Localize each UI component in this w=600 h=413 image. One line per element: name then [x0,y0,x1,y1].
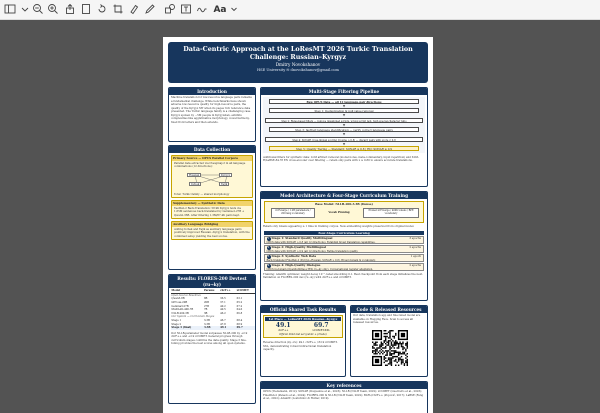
node-tajik: Tajik [221,182,228,186]
pipeline-note: Additional filters for synthetic data: LLM artifact removal (model notes, meta-commentary, input repetition) and XLM-R/LaBSE-84.78 EN cross-encoder over filtering — retain only pairs with λ ≥ 0.80 to ensure accurate translations. [263,155,419,163]
curriculum-stage-4 [264,263,424,271]
results-cell: Stage 1 [171,319,182,323]
results-section-label: Our System — Curriculum Stages [171,315,215,319]
results-cell: 37.1 [220,301,226,305]
code-heading: Code & Released Resources [351,306,427,313]
rotate-icon[interactable] [96,3,108,17]
results-row [171,326,255,330]
col-chrf: chrF++ [220,289,236,293]
col-model: Model [171,289,204,293]
poster-affiliation: HSE University ✉ dnovokshanov@gmail.com [257,68,339,72]
synthetic-data-box [171,200,253,220]
poster-title: Data-Centric Approach at the LoResMT 2026 Turkic Translation Challenge: Russian–Kyrgyz [183,45,413,61]
results-table [171,289,255,330]
introduction-text: Machine translation for low-resource language pairs remains a fundamental challenge. While benchmarks have shown adverse low-resource quality for high-resource pairs, the quality of the Kyrgyz MT when its pages rich reference data presented. The Turkic language family is a challenging case. Kyrgyz spoken by ~5M people in Kyrgyzstan, exhibits complexities like agglutinative morphology, vowel harmony, fixed front letters and then extends. [171,96,252,124]
results-cell: 46.7 [220,319,226,323]
stage-epochs: 2 epochs [409,264,421,267]
arrow-down-icon: ▼ [342,132,346,137]
introduction-heading: Introduction [169,88,255,95]
synthetic-data-text: TaeWeb-2 Back-Translation: 58.9K Kyrgyz texts via 1.65M sentences back-translated by Gemma-2-27B + Qwen2-35B. After filtering 1.3M/67.4K pairs kept. [174,206,245,217]
stage-description: OPUS in-domain (OpenSubtitles+TED, ru→ky only). Conversational register adaptation. [266,268,374,271]
first-place-box [263,315,343,338]
results-cell: 49.1 [220,326,236,330]
stage-description: OPUS data with SONAR ≥ 0.9 (all 12 directions). Refine translation quality. [266,250,359,253]
reverse-direction-note: Reverse direction (ky→ru): 49.1 chrF++ / 82.9 xCOMET-XXL, demonstrating robust bidirectional translation capacity. [263,341,338,351]
highlight-icon[interactable] [128,3,140,17]
architecture-heading: Model Architecture & Four-Stage Curriculum Training [261,192,427,199]
arrow-down-icon: ▼ [342,122,346,127]
language-diagram [175,171,249,191]
node-russian: Russian [189,173,200,177]
results-cell: GPT-oss-20B [171,301,188,305]
xcomet-score: 69.7 [313,322,329,329]
stage-name: Stage 2: High-Quality Multilingual [271,245,327,249]
poster-page [163,37,433,413]
sidebar-toggle-icon[interactable] [4,3,16,17]
curriculum-stages [261,236,427,271]
results-cell: 69.7 [236,326,255,330]
primary-source-text: Parallel data extracted via Ctaugmajor in all language combinations (12 directions): [174,161,246,168]
pipeline-step-5: Step 5: Quality Tiering — Standard: SONAR ≥ 0.8 | HQ: SONAR ≥ 0.9 [269,146,419,151]
crop-icon[interactable] [112,3,124,17]
font-button[interactable]: Aa [213,5,227,15]
stage-number: 2 [267,246,270,249]
qr-code-icon[interactable] [372,330,408,366]
results-cell: 64.6 [236,308,243,312]
results-heading: Results: FLORES-200 Devtest (ru→ky) [169,275,255,288]
pipeline-flow [263,97,425,153]
vocab-pruning-label: Vocab Pruning [328,210,350,214]
chevron-down-icon[interactable] [20,3,30,17]
primary-source-title: Primary Source — OPUS Parallel Corpora [172,156,252,161]
results-cell: 3.3B [203,319,210,323]
results-cell: 47.8 [220,322,226,326]
base-model-title: Base Model: NLLB-200-3.3B (Dense) [315,201,373,206]
pipeline-step-1: Step 1: Deduplication & null value removal [269,108,419,113]
code-text: Our data, translation app and fine-tuned model are available on Hugging Face. Scan to access all released resources. [353,314,421,324]
pruning-note: Retain only tokens appearing ≥ 1 time in training corpus. New embedding weights preserved from original model. [263,225,415,228]
node-uzbek: Uzbek [191,182,200,186]
results-cell: 65.2 [236,301,243,305]
curriculum-stage-1 [264,236,424,244]
references-heading: Key references [261,382,427,389]
pipeline-step-raw: Raw OPUS Data — all 12 language-pair directions [269,99,419,104]
xcomet-label: xCOMET-XXL [312,329,331,332]
code-panel [350,305,428,377]
arrow-down-icon: ▼ [342,141,346,146]
arrow-down-icon: ▼ [342,104,346,108]
results-cell: 46.2 [220,311,226,315]
results-note: Our NLLB-parameter model surpasses NLLB-200 by +2.9 chrF++ and +2.9 xCOMET. General progress through curriculum stages confirms the data quality. Stage 3 fine-tuning provides the best scores among all open systems. [171,331,248,346]
official-results-panel [260,305,346,377]
col-xcomet: xCOMET [236,289,255,293]
arrow-down-icon: ▼ [342,113,346,118]
zoom-in-icon[interactable] [47,3,59,17]
chevron-down-icon[interactable] [230,3,238,17]
mt5-large-box: mT5-large / 1.2B parameters / 200 lang vocabulary [271,208,315,218]
shapes-icon[interactable] [164,3,176,17]
results-cell: Stage 3 (final) [171,326,204,330]
stage-number: 1 [267,237,270,240]
results-cell: 7B [203,308,208,312]
primary-source-box [171,155,253,199]
results-cell: Qwen3-8B [171,297,185,301]
references-text: OPUS (Tiedemann, 2012); SONAR (Duquenne et al., 2023); NLLB (NLLB Team, 2022); xCOMET (Guerreiro et al., 2023); FineWeb-2 (Penedo et al., 2024); FLORES-200 & NLLB (NLLB Team, 2022); BLEU/chrF++ (Popović, 2017); LaBSE (Feng et al., 2022); AdamW (Loshchilov & Hutter, 2019). [263,390,424,400]
stage-description: Back-translated FineWeb-2 (Kyrgyz→Russian, SONAR ≥ 0.8). Broad domain & vocabulary. [266,259,376,262]
auxiliary-bridging-box [171,221,253,241]
results-cell: 3.3B [203,322,210,326]
page-icon[interactable] [80,3,92,17]
signature-icon[interactable] [196,3,208,17]
results-cell: 20B [203,301,209,305]
curriculum-title: Four-Stage Curriculum Learning [264,231,424,235]
results-cell: NLLB-200-3B [171,311,189,315]
curriculum-stage-2 [264,245,424,253]
results-cell: Stage 2 [171,322,182,326]
references-panel [260,381,428,413]
results-cell: 8B [203,297,208,301]
results-cell: MADLAD-400-7B [171,308,194,312]
poster-header [168,42,428,83]
pruned-mt5-box: Pruned mT5-large / 400K tokens / BPE vocabulary [363,208,419,218]
zoom-out-icon[interactable] [32,3,44,17]
training-note: Training: AdamW optimizer, weight decay 10⁻⁵, label smoothing 0.1. Best checkpoint from each stage initializes the next. Validation on FLORES-200 dev (ru→ky) with chrF++ and xCOMET. [263,272,424,279]
auxiliary-bridging-text: Adding Uzbek and Tajik as auxiliary language pairs positively improved Russian→Kyrgyz translation, with the combined setup yielding the best scores. [174,227,250,238]
document-viewer[interactable] [0,20,600,413]
curriculum-stage-3 [264,254,424,262]
pdf-toolbar [0,0,600,20]
col-params: Params [204,289,220,293]
stage-epochs: 1 epoch [410,255,421,258]
total-note: Total: Turkic family — shared morphology [174,192,230,196]
stage-epochs: 3 epochs [409,237,421,240]
node-kyrgyz: Kyrgyz [221,173,230,177]
results-cell: 3.3B [204,326,220,330]
stage-description: OPUS data with SONAR ≥ 0.8 (all 12 directions). Establish broad translation capabilities. [266,241,376,244]
results-cell: 66.8 [236,311,243,315]
pipeline-step-4: Step 4: SONAR cross-lingual scoring (Cosine ≥ 0.8) — discard pairs with score < 0.8 [265,137,423,142]
architecture-panel [260,191,428,301]
results-cell: 68.4 [236,319,243,323]
pen-icon[interactable] [144,3,156,17]
pipeline-step-3: Step 3: fastText language identification — verify correct language pairs [269,127,419,132]
pipeline-step-2: Step 2: Rules-based filters — remove misaligned scripts, wrong script text, high special-character ratio [265,118,423,123]
stage-name: Stage 3: Synthetic Web Data [271,254,317,258]
chrf-label: chrF++ [277,329,289,332]
results-cell: 3B [203,311,208,315]
introduction-panel [168,87,256,142]
results-panel [168,274,256,404]
stage-epochs: 2 epochs [409,246,421,249]
results-cell: 40.2 [220,304,226,308]
auxiliary-bridging-title: Auxiliary Language Bridging [172,222,252,227]
first-place-badge: 1st Place — LoResMT 2026 Russian→Kyrgyz [265,317,341,321]
text-icon[interactable] [180,3,192,17]
pipeline-heading: Multi-Stage Filtering Pipeline [261,88,427,95]
results-cell: 68.9 [236,322,243,326]
stage-number: 4 [267,264,270,267]
results-cell: Gemma3-27B [171,304,189,308]
chrf-score: 49.1 [275,322,291,329]
official-results-heading: Official Shared Task Results [261,306,345,313]
results-cell: 36.5 [220,297,226,301]
results-cell: 63.1 [236,297,243,301]
poster-authors: Dmitry Novokshanov [275,62,321,67]
results-cell: 27B [203,304,209,308]
data-collection-heading: Data Collection [169,146,255,153]
synthetic-data-title: Supplementary — Synthetic Data [172,201,252,206]
results-section-label: Open-Source Baselines [171,293,201,297]
base-model-box [264,201,424,223]
pipeline-panel [260,87,428,187]
official-sub: Official blind test set (public + private) [279,333,327,336]
data-collection-panel [168,145,256,270]
stage-name: Stage 1: Standard Quality Multilingual [271,236,333,240]
stage-number: 3 [267,255,270,258]
stage-name: Stage 4: High-Quality Dialogue [271,263,321,267]
share-icon[interactable] [64,3,76,17]
results-cell: 40.5 [220,308,226,312]
results-cell: 67.2 [236,304,243,308]
